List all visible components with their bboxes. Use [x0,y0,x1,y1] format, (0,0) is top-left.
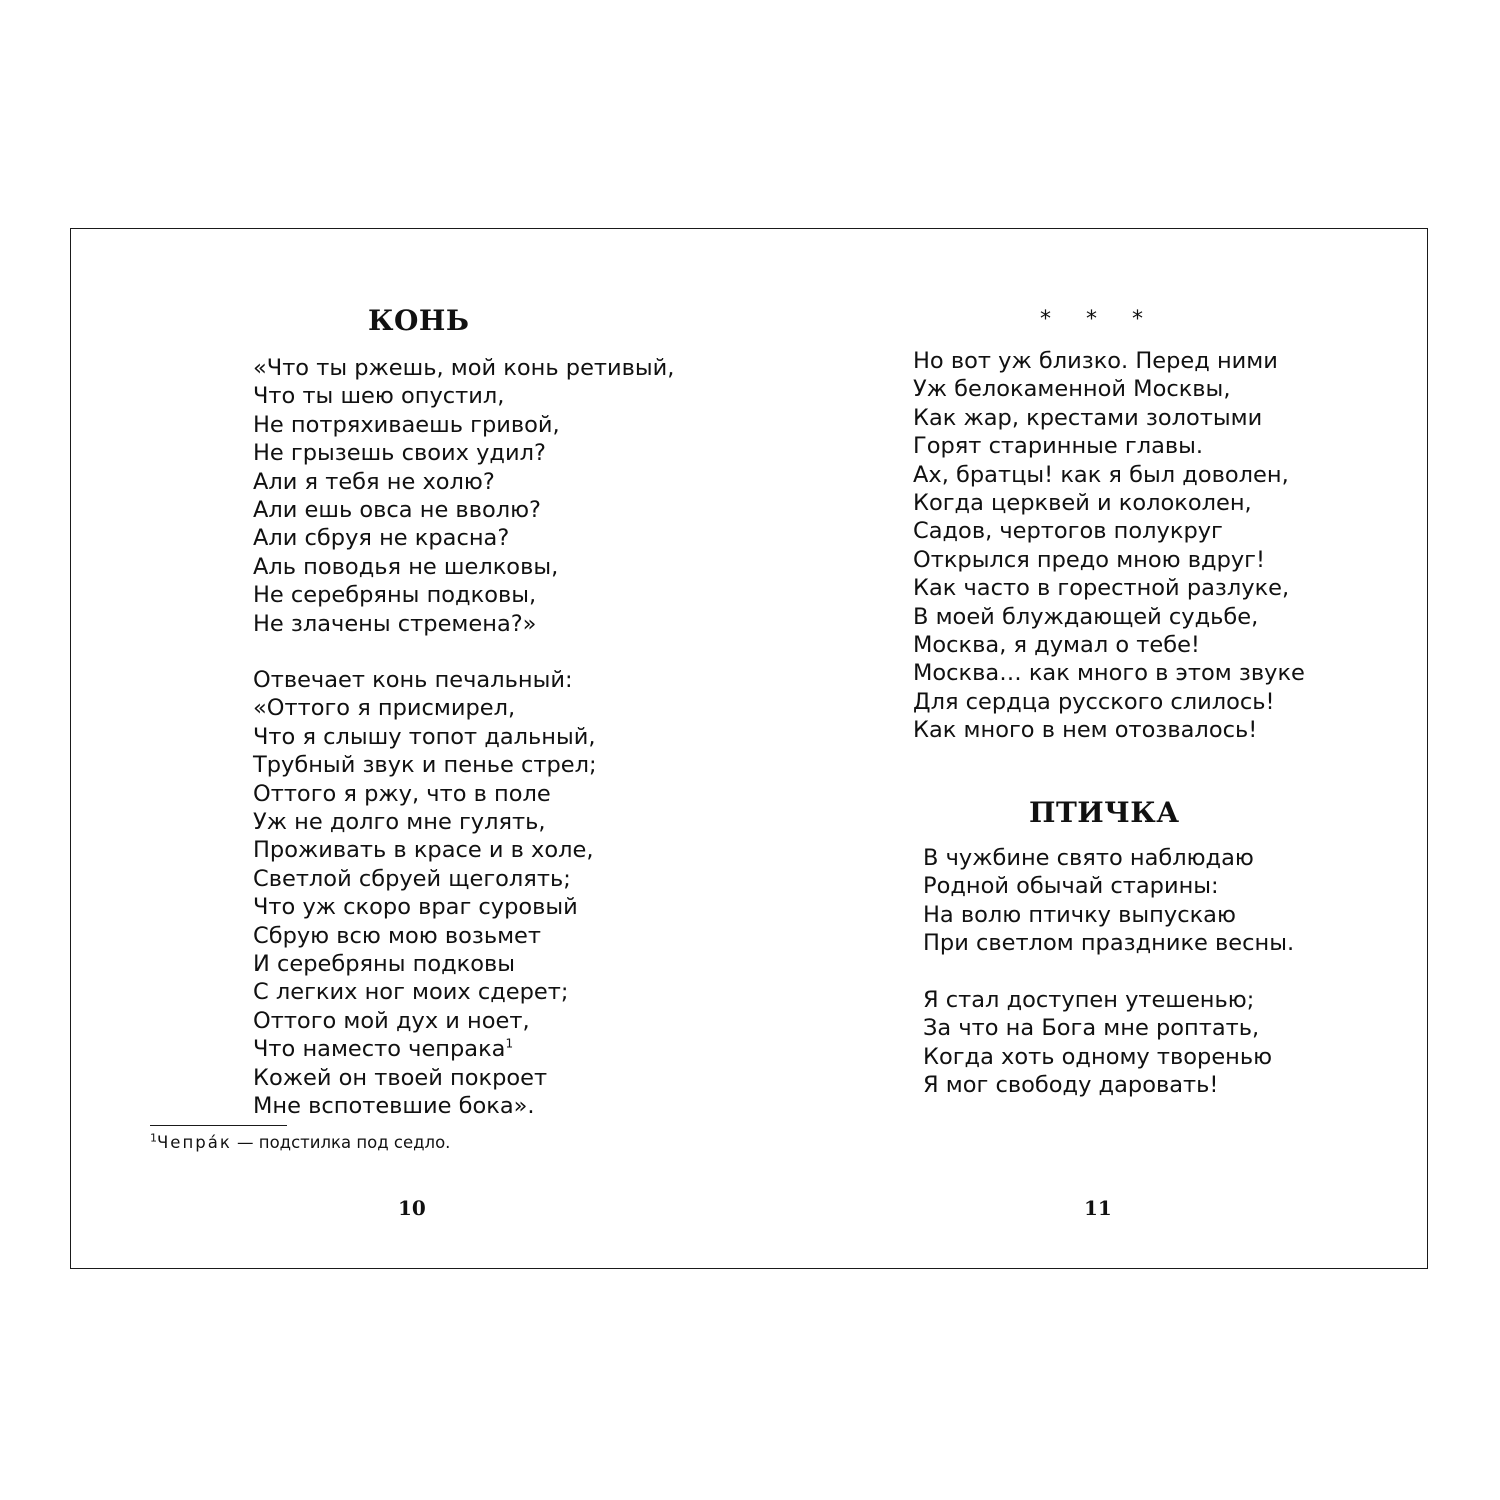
verse-line: Когда хоть одному творенью [923,1043,1273,1070]
verse-line: Уж белокаменной Москвы, [913,376,1231,403]
verse-line: Не серебряны подковы, [253,582,537,609]
verse-line: Не злачены стремена?» [253,610,537,637]
verse-line: В моей блуждающей судьбе, [913,603,1259,630]
footnote-number: 1 [150,1131,157,1145]
verse-line: Али сбруя не красна? [253,525,510,552]
verse-line: «Оттого я присмирел, [253,695,516,722]
poem-title-kon: КОНЬ [368,304,470,337]
verse-line: Я мог свободу даровать! [923,1072,1219,1099]
poem-title-ptichka: ПТИЧКА [1029,796,1180,829]
verse-line: Али ешь овса не вволю? [253,497,541,524]
verse-line: В чужбине свято наблюдаю [923,845,1254,871]
stanza-2 [253,666,597,1121]
verse-line: Как жар, крестами золотыми [913,404,1263,431]
verse-line: Не потряхиваешь гривой, [253,411,560,438]
stanza-ptichka-1 [923,844,1294,958]
verse-line: Не грызешь своих удил? [253,440,546,467]
verse-line: Оттого мой дух и ноет, [253,1007,530,1034]
footnote-text: — подстилка под седло. [231,1133,451,1152]
verse-line: Что я слышу топот дальный, [253,723,596,750]
verse-line: Для сердца русского слилось! [913,688,1275,715]
verse-line: Но вот уж близко. Перед ними [913,348,1278,374]
stanza-1 [253,354,674,638]
verse-line: Проживать в красе и в холе, [253,837,594,864]
verse-line: Отвечает конь печальный: [253,667,573,693]
verse-line: При светлом празднике весны. [923,930,1295,957]
verse-line: Аль поводья не шелковы, [253,553,559,580]
verse-line: Али я тебя не холю? [253,468,495,495]
verse-line: Ах, братцы! как я был доволен, [913,461,1289,488]
verse-line: Как много в нем отозвалось! [913,717,1258,744]
stanza-untitled [913,347,1305,745]
verse-line: Мне вспотевшие бока». [253,1093,535,1120]
footnote-divider [150,1125,287,1126]
verse-line: Садов, чертогов полукруг [913,518,1223,545]
verse-line: Кожей он твоей покроет [253,1064,548,1091]
stanza-ptichka-2 [923,986,1272,1100]
verse-line: Оттого я ржу, что в поле [253,780,551,807]
verse-line: И серебряны подковы [253,951,516,978]
verse-line: «Что ты ржешь, мой конь ретивый, [253,355,675,381]
page-number-right: 11 [1084,1196,1112,1220]
book-spread [70,228,1428,1269]
verse-line: Уж не долго мне гулять, [253,809,546,836]
verse-line: Как часто в горестной разлуке, [913,575,1290,602]
verse-line: Горят старинные главы. [913,433,1204,460]
footnote-term: Чепра́к [157,1133,232,1152]
page-number-left: 10 [398,1196,426,1220]
verse-line: За что на Бога мне роптать, [923,1015,1260,1042]
verse-line: Москва… как много в этом звуке [913,660,1305,687]
verse-line: Что ты шею опустил, [253,383,505,410]
right-page [751,229,1429,1268]
left-page [71,229,751,1268]
verse-line: Сбрую всю мою возьмет [253,922,542,949]
verse-line-with-footnote [253,1035,597,1063]
verse-line: Светлой сбруей щеголять; [253,865,571,892]
verse-line: Я стал доступен утешенью; [923,987,1255,1013]
footnote [150,1133,450,1153]
footnote-reference[interactable]: 1 [505,1036,514,1051]
verse-line: Родной обычай старины: [923,873,1219,900]
verse-line: Когда церквей и колоколен, [913,490,1252,517]
verse-text: Что наместо чепрака [253,1036,506,1063]
asterism-divider: * * * [1040,307,1157,332]
verse-line: Москва, я думал о тебе! [913,632,1200,659]
verse-line: Открылся предо мною вдруг! [913,546,1266,573]
verse-line: На волю птичку выпускаю [923,901,1236,928]
verse-line: Что уж скоро враг суровый [253,894,578,921]
verse-line: С легких ног моих сдерет; [253,979,569,1006]
verse-line: Трубный звук и пенье стрел; [253,752,597,779]
